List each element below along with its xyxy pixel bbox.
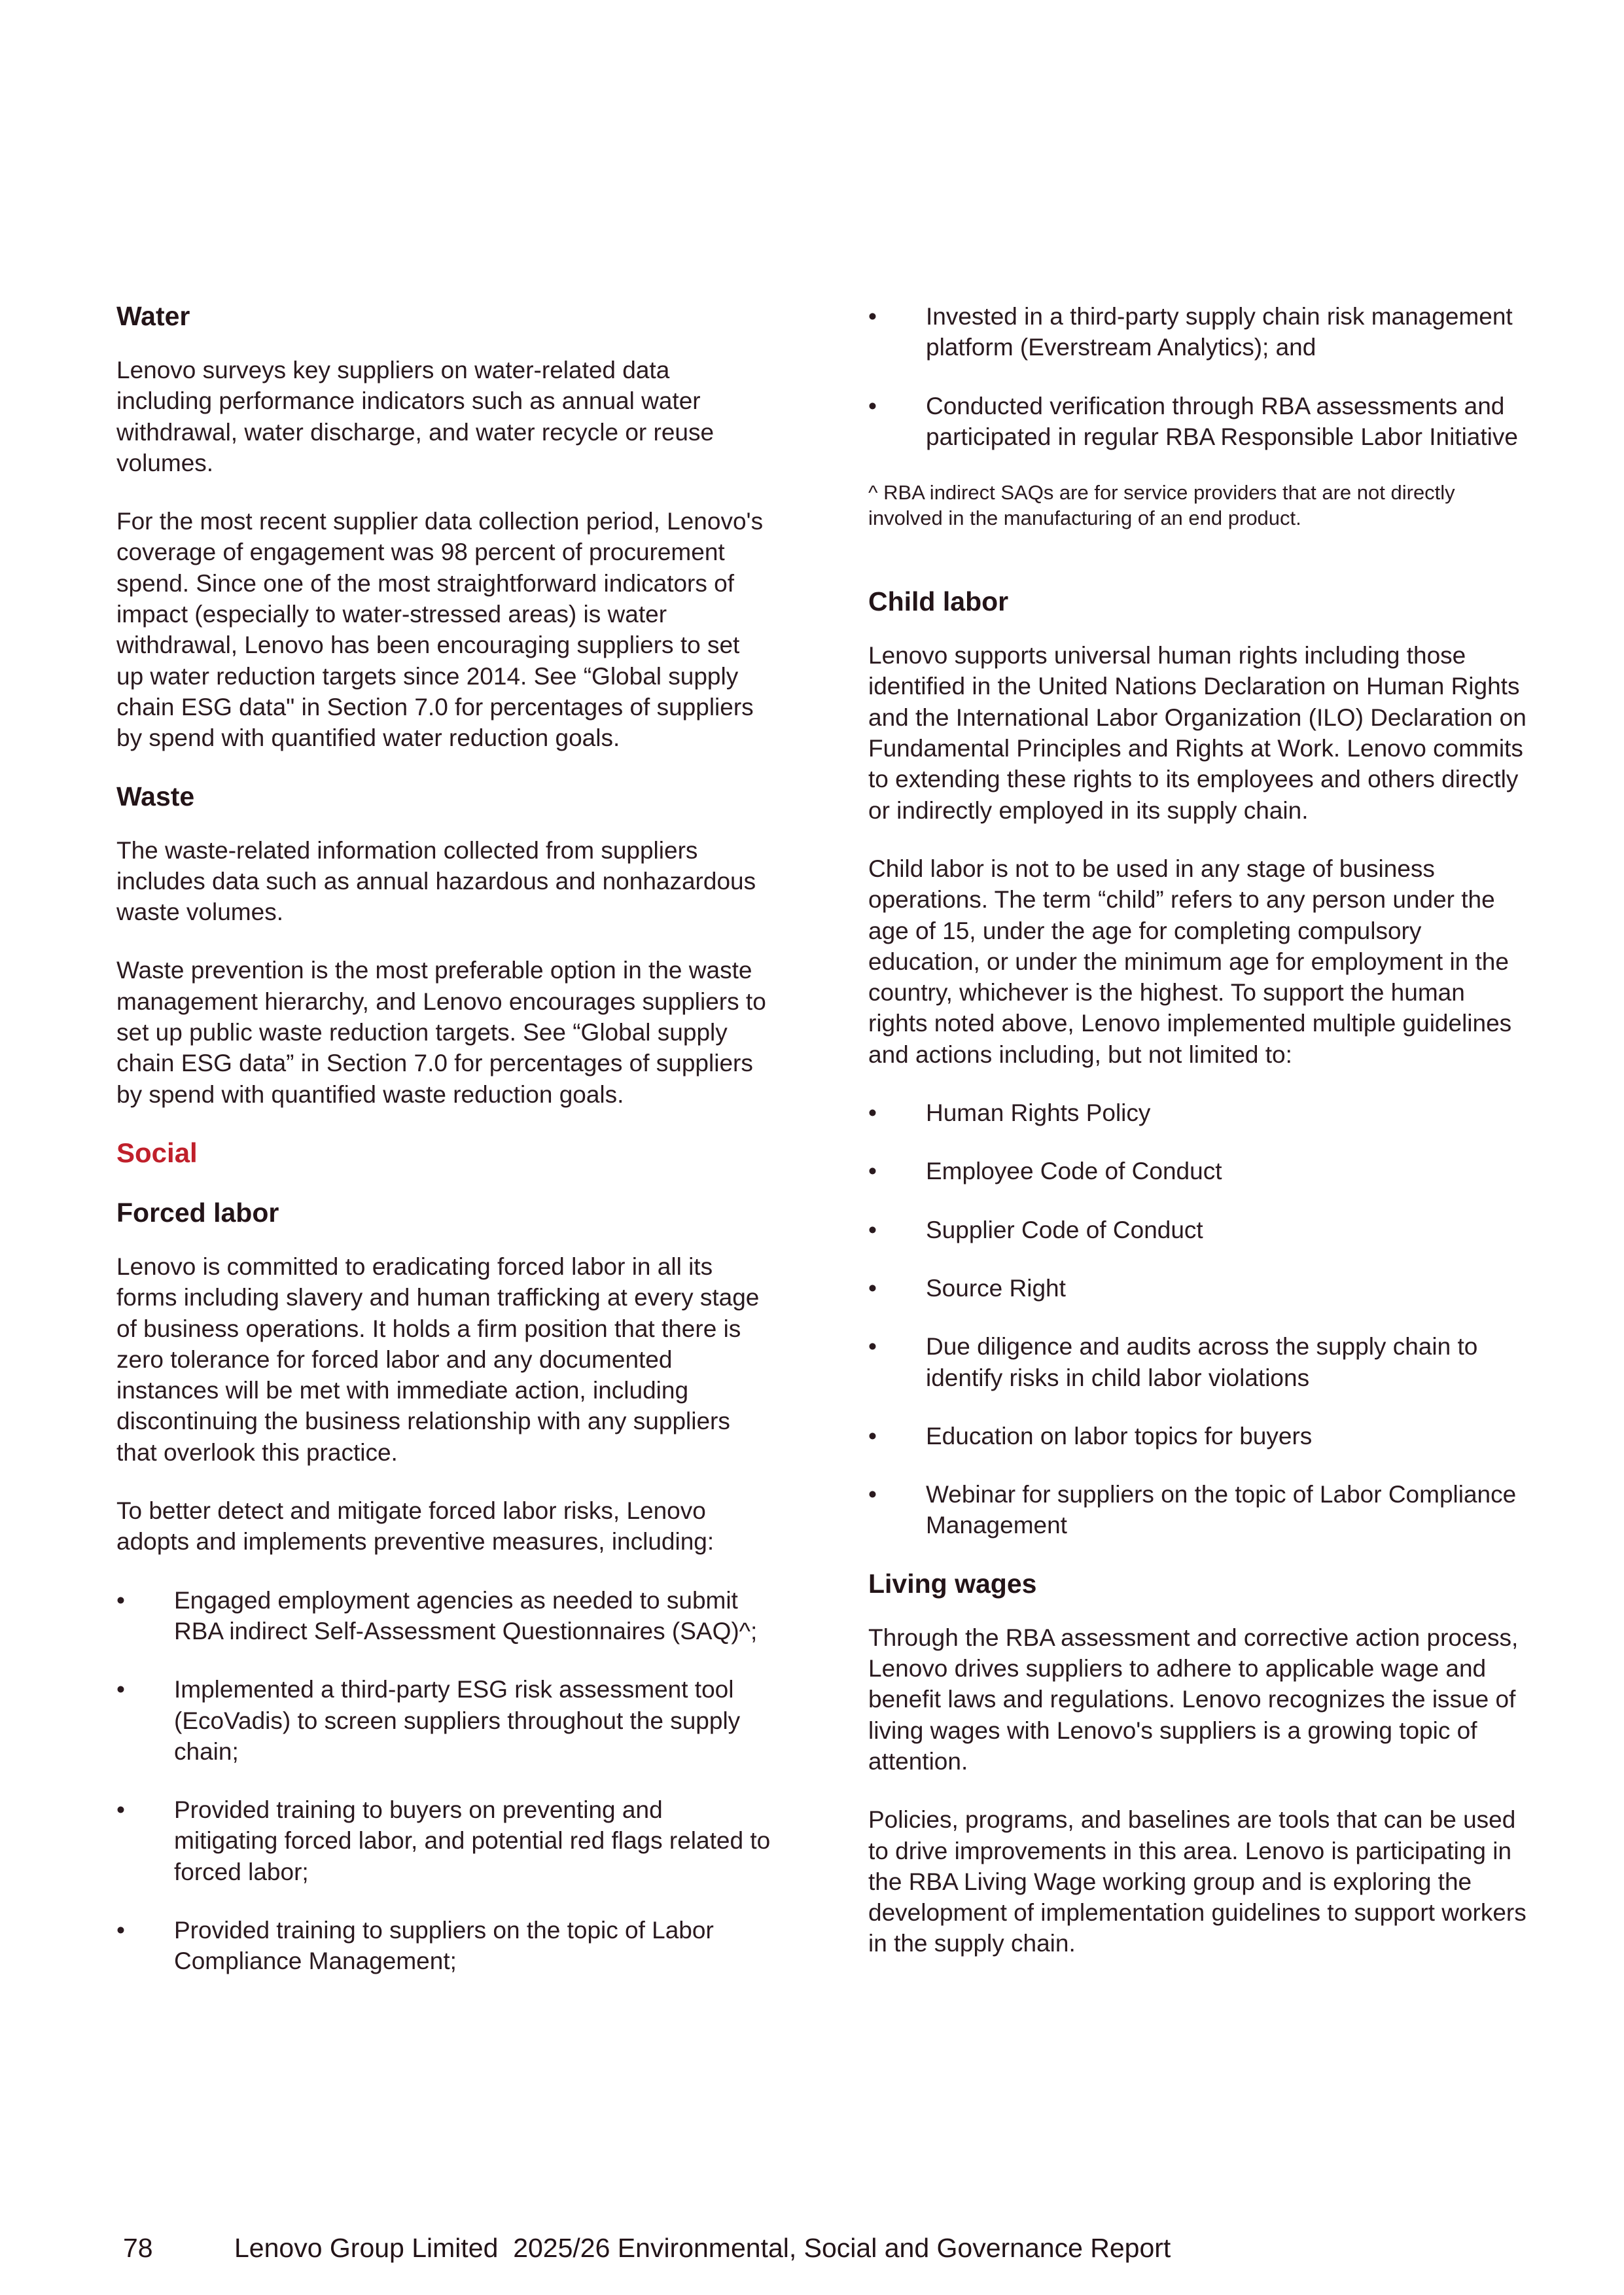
living-wages-paragraph: Policies, programs, and baselines are tools that can be used to drive improvements in this area. Lenovo is participating in the RBA Living Wage working group and is exploring the development of implementation guidelines to support workers in the supply chain. [868,1806,1527,1957]
list-item-text: Conducted verification through RBA assessments and participated in regular RBA Responsible Labor Initiative [926,392,1518,450]
list-item [116,1915,771,1977]
water-heading: Water [116,301,190,331]
list-item-text: Invested in a third-party supply chain risk management platform (Everstream Analytics); and [926,303,1513,361]
list-item [116,1674,771,1767]
left-column [116,301,771,2004]
forced-labor-heading: Forced labor [116,1197,279,1228]
list-item [868,1097,1529,1128]
list-item [868,1421,1529,1451]
bullet-icon: • [116,1916,125,1944]
list-item [116,1794,771,1887]
bullet-icon: • [116,1676,125,1703]
list-item-text: Provided training to suppliers on the topic of Labor Compliance Management; [174,1916,714,1975]
bullet-icon: • [868,1422,877,1450]
list-item-text: Implemented a third-party ESG risk assessment tool (EcoVadis) to screen suppliers throughout the supply chain; [174,1676,741,1765]
living-wages-paragraph: Through the RBA assessment and corrective action process, Lenovo drives suppliers to adhere to applicable wage and benefit laws and regulations. Lenovo recognizes the issue of living wages with Lenovo's suppliers is a growing topic of attention. [868,1624,1519,1775]
forced-labor-paragraph: To better detect and mitigate forced labor risks, Lenovo adopts and implements preventive measures, including: [116,1497,715,1556]
list-item-text: Source Right [926,1274,1066,1302]
water-paragraph: For the most recent supplier data collection period, Lenovo's coverage of engagement was 98 percent of procurement spend. Since one of the most straightforward indicators of impact (especially to water-stressed areas) is water withdrawal, Lenovo has been encouraging suppliers to set up water reduction targets since 2014. See “Global supply chain ESG data" in Section 7.0 for percentages of suppliers by spend with quantified water reduction goals. [116,508,764,752]
social-section-heading: Social [116,1137,198,1168]
bullet-icon: • [868,1216,877,1243]
right-column [868,301,1529,1987]
waste-paragraph: Waste prevention is the most preferable option in the waste management hierarchy, and Lenovo encourages suppliers to set up public waste reduction targets. See “Global supply chain ESG data” in Section 7.0 for percentages of suppliers by spend with quantified waste reduction goals. [116,957,766,1108]
list-item [868,1215,1529,1245]
list-item-text: Provided training to buyers on preventing and mitigating forced labor, and potential red flags related to forced labor; [174,1796,771,1885]
child-labor-paragraph: Child labor is not to be used in any stage of business operations. The term “child” refers to any person under the age of 15, under the age for completing compulsory education, or under the minimum age for employment in the country, whichever is the highest. To support the human rights noted above, Lenovo implemented multiple guidelines and actions including, but not limited to: [868,855,1512,1068]
list-item [868,1273,1529,1304]
forced-labor-measures-list [116,1585,771,1977]
footnote: ^ RBA indirect SAQs are for service providers that are not directly involved in the manufacturing of an end product. [868,481,1455,530]
living-wages-heading: Living wages [868,1568,1037,1599]
forced-labor-paragraph: Lenovo is committed to eradicating forced labor in all its forms including slavery and human trafficking at every stage of business operations. It holds a firm position that there is zero tolerance for forced labor and any documented instances will be met with immediate action, including discontinuing the business relationship with any suppliers that overlook this practice. [116,1253,760,1466]
bullet-icon: • [868,1158,877,1185]
bullet-icon: • [868,1099,877,1127]
list-item [868,1331,1529,1393]
report-title: Lenovo Group Limited 2025/26 Environmental, Social and Governance Report [234,2233,1171,2263]
bullet-icon: • [868,1481,877,1508]
bullet-icon: • [116,1796,125,1824]
waste-paragraph: The waste-related information collected from suppliers includes data such as annual hazardous and nonhazardous waste volumes. [116,836,756,926]
list-item-text: Education on labor topics for buyers [926,1422,1313,1450]
child-labor-heading: Child labor [868,586,1009,617]
list-item [868,391,1529,453]
bullet-icon: • [868,392,877,419]
waste-heading: Waste [116,781,195,811]
bullet-icon: • [868,1274,877,1302]
bullet-icon: • [868,1333,877,1361]
list-item-text: Employee Code of Conduct [926,1158,1222,1185]
list-item-text: Engaged employment agencies as needed to submit RBA indirect Self-Assessment Questionnaires (SAQ)^; [174,1586,758,1645]
forced-labor-measures-list-continued [868,301,1529,452]
bullet-icon: • [868,303,877,330]
list-item-text: Human Rights Policy [926,1099,1151,1127]
list-item [868,301,1529,363]
list-item-text: Webinar for suppliers on the topic of Labor Compliance Management [926,1481,1517,1539]
child-labor-actions-list [868,1097,1529,1541]
bullet-icon: • [116,1586,125,1614]
page-footer [123,2232,1171,2264]
list-item [868,1156,1529,1186]
water-paragraph: Lenovo surveys key suppliers on water-related data including performance indicators such as annual water withdrawal, water discharge, and water recycle or reuse volumes. [116,357,715,476]
page-number: 78 [123,2233,153,2263]
list-item-text: Supplier Code of Conduct [926,1216,1203,1243]
list-item-text: Due diligence and audits across the supply chain to identify risks in child labor violations [926,1333,1478,1391]
list-item [868,1479,1529,1541]
child-labor-paragraph: Lenovo supports universal human rights including those identified in the United Nations Declaration on Human Rights and the International Labor Organization (ILO) Declaration on Fundamental Principles and Rights at Work. Lenovo commits to extending these rights to its employees and others directly or indirectly employed in its supply chain. [868,642,1527,824]
list-item [116,1585,771,1647]
